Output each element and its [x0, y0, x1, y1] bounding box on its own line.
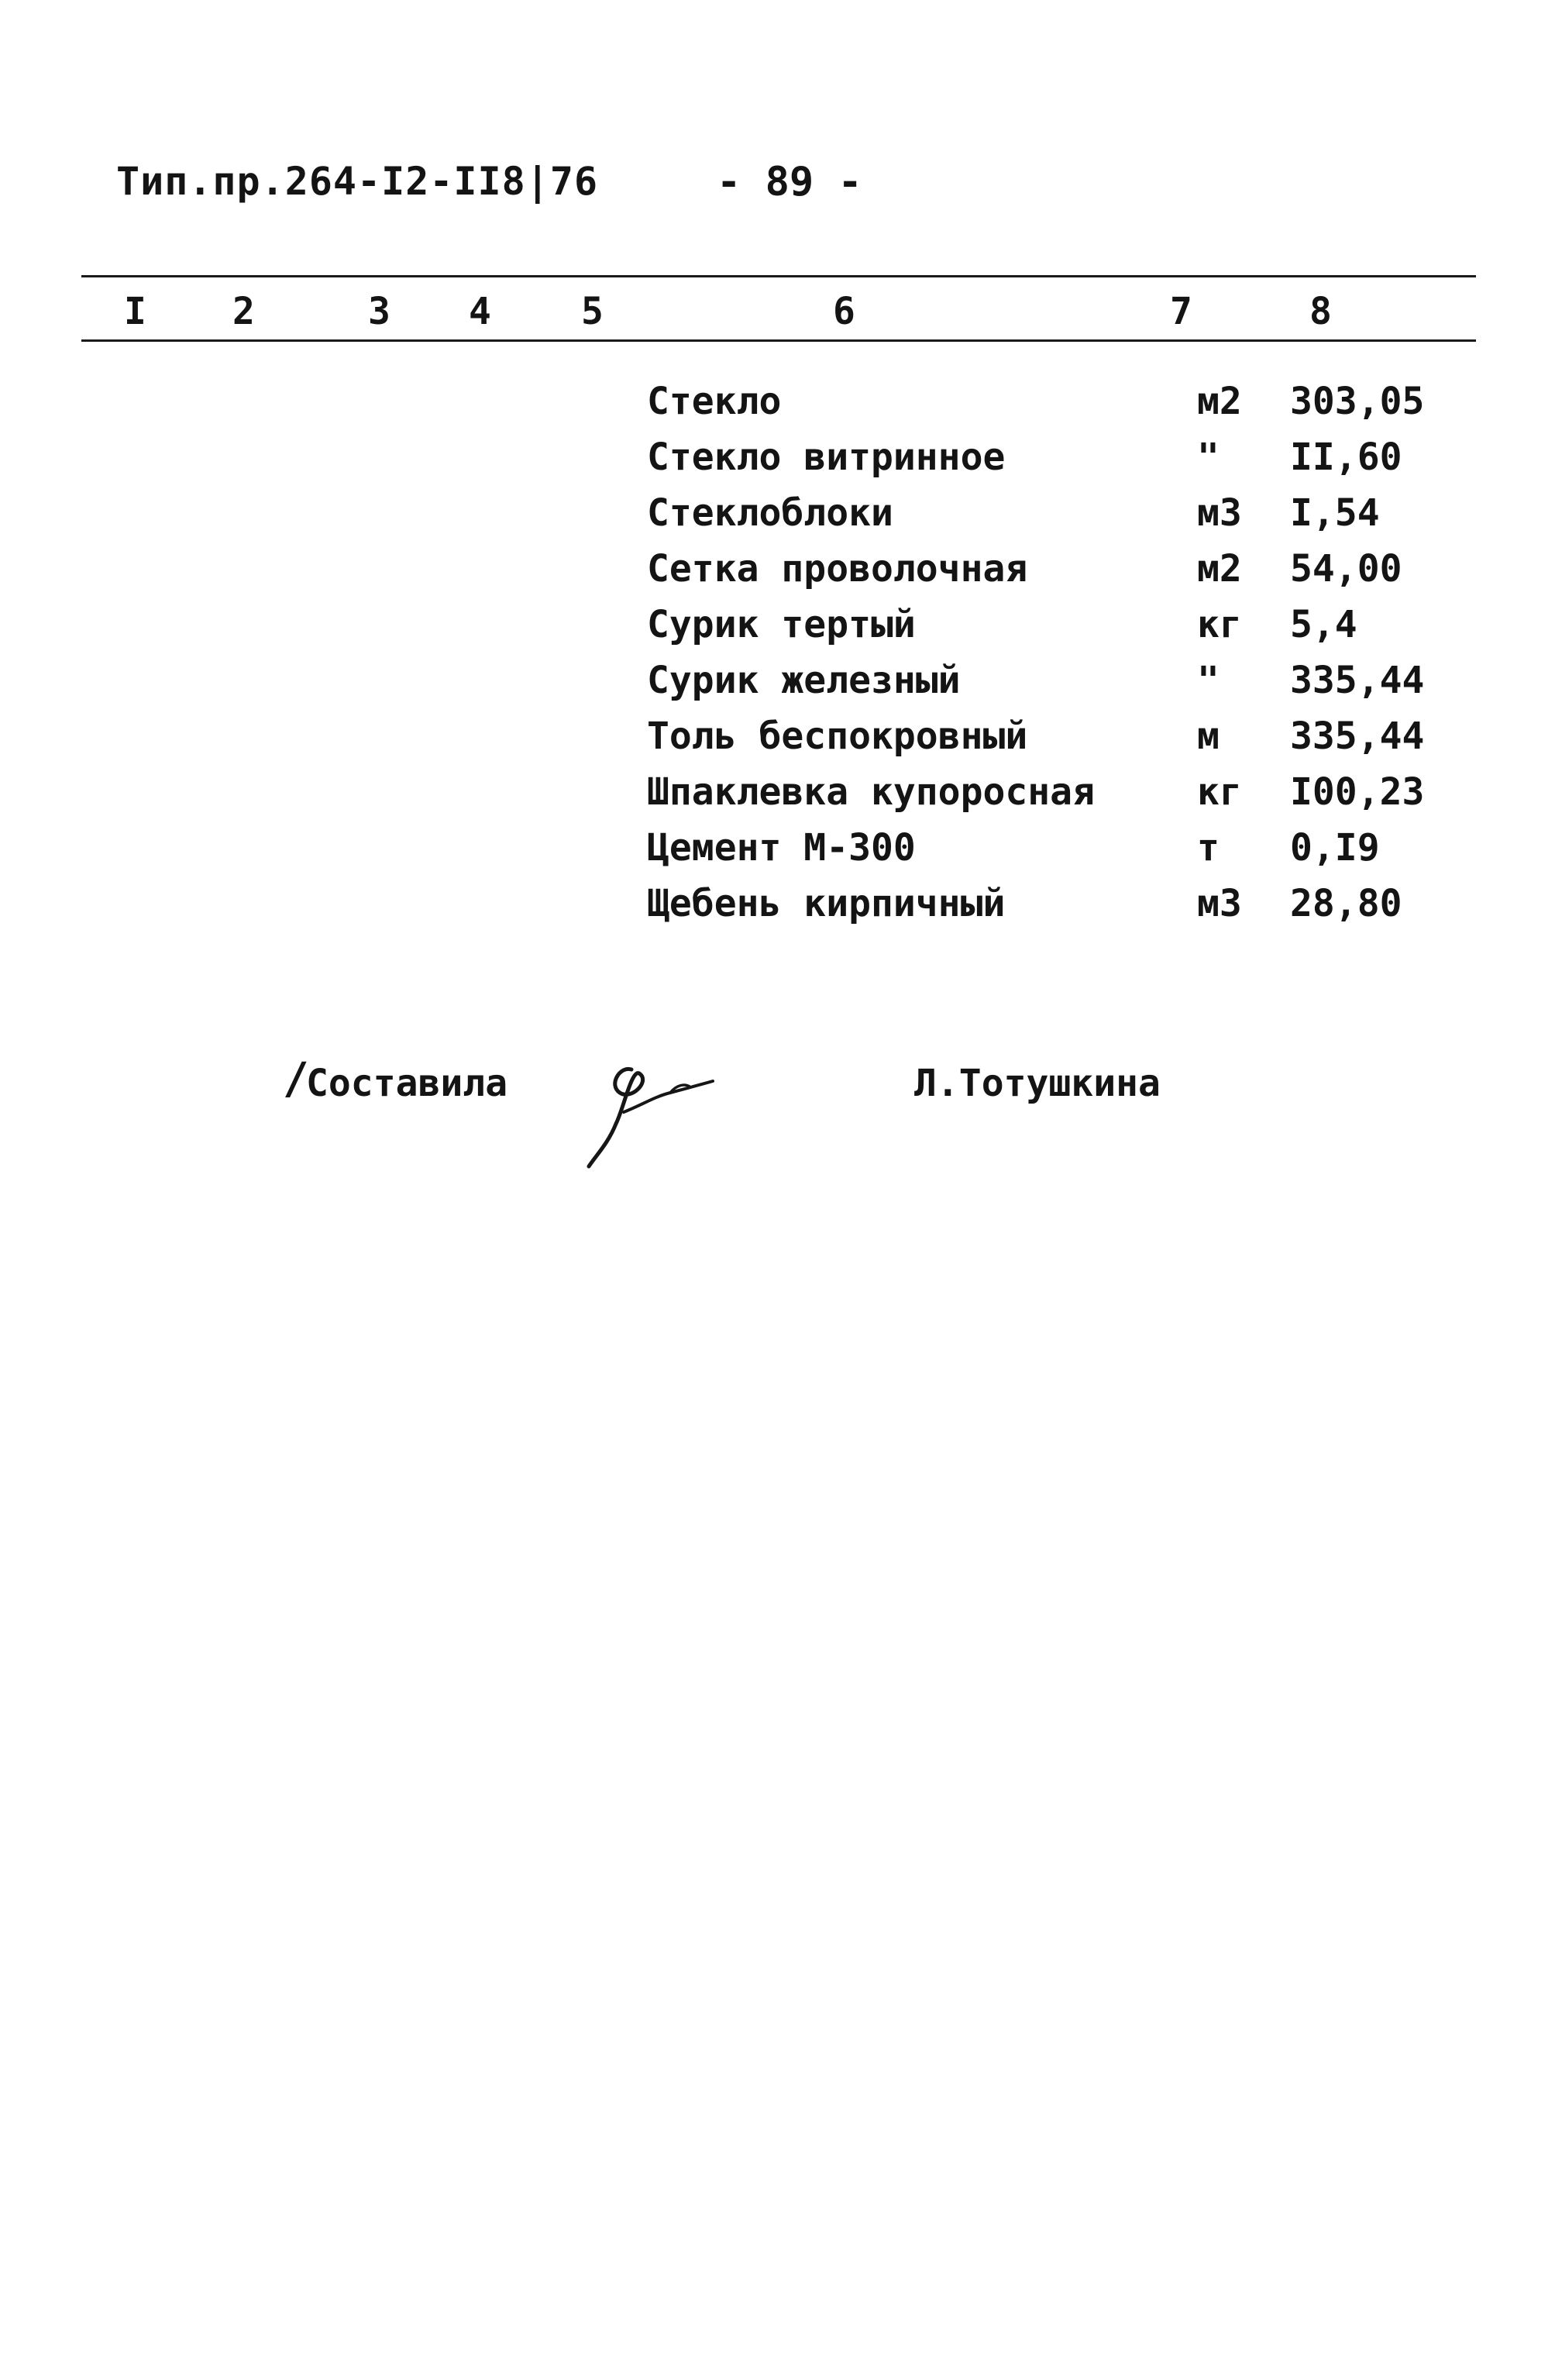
- material-quantity: 5,4: [1290, 603, 1357, 646]
- column-number-2: 2: [232, 290, 255, 333]
- table-row: [0, 541, 1555, 597]
- material-quantity: 54,00: [1290, 547, 1402, 591]
- material-name: Толь беспокровный: [647, 715, 1028, 758]
- table-row: [0, 429, 1555, 485]
- compiled-by-label: Составила: [306, 1062, 508, 1105]
- column-number-4: 4: [469, 290, 491, 333]
- material-name: Щебень кирпичный: [647, 882, 1006, 925]
- material-quantity: 335,44: [1290, 659, 1425, 702]
- table-row: [0, 764, 1555, 820]
- table-row: [0, 876, 1555, 932]
- material-quantity: 0,I9: [1290, 826, 1380, 870]
- signature-slash: /: [283, 1054, 309, 1104]
- table-row: [0, 653, 1555, 708]
- material-quantity: I00,23: [1290, 770, 1425, 814]
- table-row: [0, 485, 1555, 541]
- material-quantity: 335,44: [1290, 715, 1425, 758]
- column-number-1: I: [124, 290, 146, 333]
- material-name: Стекло: [647, 380, 782, 423]
- table-row: [0, 374, 1555, 429]
- table-row: [0, 820, 1555, 876]
- handwritten-signature: [577, 1038, 732, 1170]
- table-header-rule: [81, 339, 1476, 342]
- material-unit: м2: [1197, 380, 1242, 423]
- column-number-5: 5: [581, 290, 604, 333]
- material-unit: м3: [1197, 491, 1242, 535]
- compiler-name: Л.Тотушкина: [914, 1062, 1161, 1105]
- material-name: Стекло витринное: [647, 436, 1006, 479]
- material-name: Цемент М-300: [647, 826, 916, 870]
- material-name: Сетка проволочная: [647, 547, 1028, 591]
- material-name: Стеклоблоки: [647, 491, 893, 535]
- material-unit: ": [1197, 436, 1220, 479]
- column-number-7: 7: [1170, 290, 1192, 333]
- page-number: - 89 -: [717, 159, 862, 205]
- material-quantity: I,54: [1290, 491, 1380, 535]
- material-unit: м3: [1197, 882, 1242, 925]
- material-unit: кг: [1197, 770, 1242, 814]
- material-unit: кг: [1197, 603, 1242, 646]
- material-name: Сурик железный: [647, 659, 961, 702]
- material-quantity: II,60: [1290, 436, 1402, 479]
- material-unit: м: [1197, 715, 1220, 758]
- table-top-rule: [81, 275, 1476, 277]
- material-unit: т: [1197, 826, 1220, 870]
- column-number-8: 8: [1309, 290, 1332, 333]
- material-name: Шпаклевка купоросная: [647, 770, 1095, 814]
- material-quantity: 303,05: [1290, 380, 1425, 423]
- material-unit: м2: [1197, 547, 1242, 591]
- material-unit: ": [1197, 659, 1220, 702]
- material-name: Сурик тертый: [647, 603, 916, 646]
- document-code: Тип.пр.264-I2-II8|76: [116, 159, 599, 204]
- table-row: [0, 708, 1555, 764]
- column-number-6: 6: [833, 290, 855, 333]
- table-row: [0, 597, 1555, 653]
- column-number-3: 3: [368, 290, 390, 333]
- material-quantity: 28,80: [1290, 882, 1402, 925]
